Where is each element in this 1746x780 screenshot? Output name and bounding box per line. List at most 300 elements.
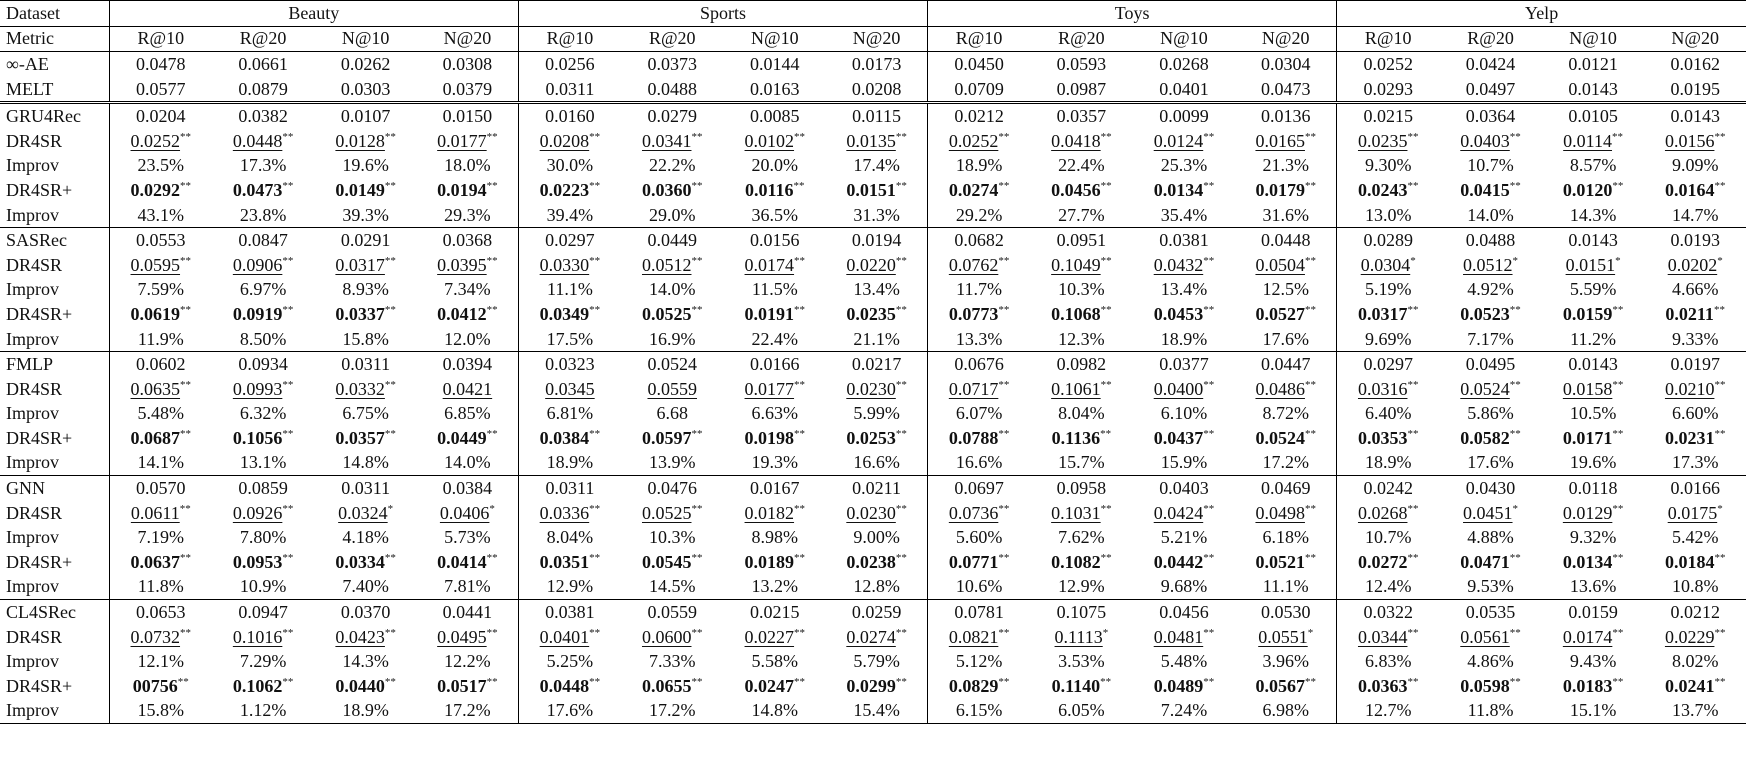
cell-value: 0.0253	[846, 427, 896, 448]
cell-value: 1.12%	[239, 700, 287, 721]
table-row	[0, 402, 1746, 427]
cell-value: 0.0600	[641, 626, 692, 647]
table-cell	[1337, 203, 1440, 228]
table-cell	[621, 228, 724, 253]
significance-mark: **	[486, 130, 498, 143]
cell-value: 0.1049	[1051, 254, 1101, 275]
metric-header: N@10	[1542, 26, 1645, 52]
table-cell	[109, 525, 212, 550]
cell-value: 0.0488	[1465, 230, 1516, 251]
table-cell	[1030, 178, 1133, 203]
table-cell	[928, 327, 1031, 352]
cell-value: 6.81%	[546, 403, 594, 424]
cell-value: 0.0495	[1465, 354, 1516, 375]
table-row	[0, 52, 1746, 77]
significance-mark: **	[1304, 675, 1316, 688]
cell-value: 17.5%	[546, 328, 594, 349]
significance-mark: **	[1714, 675, 1726, 688]
cell-value: 0.0859	[238, 478, 288, 499]
metric-header: R@10	[928, 26, 1031, 52]
table-cell	[928, 77, 1031, 103]
significance-mark: **	[1612, 626, 1624, 639]
table-cell	[1030, 302, 1133, 327]
cell-value: 10.9%	[239, 576, 287, 597]
cell-value: 0.0595	[130, 254, 181, 275]
table-cell	[928, 52, 1031, 77]
cell-value: 0.0311	[341, 354, 391, 375]
significance-mark: **	[179, 502, 191, 515]
table-cell	[1644, 228, 1746, 253]
table-cell	[621, 625, 724, 650]
metric-header: N@10	[724, 26, 827, 52]
cell-value: 0.0635	[130, 378, 181, 399]
cell-value: 0.0322	[1363, 602, 1413, 623]
cell-value: 0.0136	[1260, 106, 1311, 127]
table-cell	[518, 402, 621, 427]
cell-value: 0.0401	[1159, 78, 1209, 99]
table-cell	[212, 402, 315, 427]
metric-header: R@20	[1439, 26, 1542, 52]
cell-value: 0.0481	[1153, 626, 1204, 647]
table-cell	[826, 103, 927, 129]
cell-value: 0.0323	[545, 354, 595, 375]
table-cell	[1542, 154, 1645, 179]
cell-value: 13.4%	[853, 279, 900, 300]
table-cell	[724, 451, 827, 476]
table-cell	[1644, 402, 1746, 427]
cell-value: 0.0447	[1260, 354, 1311, 375]
table-cell	[212, 278, 315, 303]
significance-mark: **	[998, 551, 1010, 564]
table-cell	[1439, 699, 1542, 724]
dataset-header-beauty: Beauty	[109, 1, 518, 27]
cell-value: 8.04%	[546, 527, 594, 548]
significance-mark: **	[589, 427, 601, 440]
table-cell	[1542, 178, 1645, 203]
cell-value: 0.1056	[232, 427, 283, 448]
table-cell	[417, 302, 518, 327]
table-cell	[1439, 525, 1542, 550]
table-cell	[1030, 352, 1133, 377]
cell-value: 14.8%	[751, 700, 799, 721]
cell-value: 5.48%	[1160, 651, 1208, 672]
row-label: DR4SR+	[6, 303, 73, 324]
table-row	[0, 178, 1746, 203]
significance-mark: **	[486, 254, 498, 267]
cell-value: 0.0926	[232, 502, 283, 523]
table-cell	[1337, 129, 1440, 154]
table-cell	[928, 600, 1031, 625]
table-row	[0, 154, 1746, 179]
table-row	[0, 501, 1746, 526]
table-cell	[1030, 129, 1133, 154]
table-cell	[1439, 674, 1542, 699]
cell-value: 0.0401	[539, 626, 590, 647]
row-label: Improv	[0, 699, 109, 724]
table-row	[0, 77, 1746, 103]
table-cell	[1337, 228, 1440, 253]
table-cell	[928, 699, 1031, 724]
table-cell	[1133, 699, 1236, 724]
table-cell	[109, 178, 212, 203]
table-cell	[1439, 302, 1542, 327]
table-cell	[1235, 426, 1336, 451]
significance-mark: **	[1407, 179, 1419, 192]
cell-value: 9.33%	[1671, 328, 1719, 349]
table-cell	[1644, 699, 1746, 724]
table-cell	[928, 129, 1031, 154]
significance-mark: **	[691, 303, 703, 316]
table-cell	[1235, 550, 1336, 575]
row-label: Improv	[6, 155, 59, 176]
table-cell	[1542, 103, 1645, 129]
significance-mark: **	[1509, 427, 1521, 440]
cell-value: 6.18%	[1262, 527, 1309, 548]
table-cell	[826, 178, 927, 203]
row-label: DR4SR	[6, 130, 63, 151]
table-cell	[1337, 575, 1440, 600]
significance-mark: **	[1407, 675, 1419, 688]
significance-mark: **	[282, 179, 294, 192]
cell-value: 0.0469	[1260, 478, 1311, 499]
cell-value: 7.80%	[239, 527, 287, 548]
table-cell	[1439, 600, 1542, 625]
cell-value: 0.0279	[647, 106, 697, 127]
table-cell	[109, 476, 212, 501]
significance-mark: **	[1509, 626, 1521, 639]
significance-mark: **	[691, 427, 703, 440]
table-cell	[621, 600, 724, 625]
cell-value: 7.24%	[1160, 700, 1208, 721]
cell-value: 9.32%	[1569, 527, 1617, 548]
table-cell	[1133, 203, 1236, 228]
cell-value: 3.53%	[1058, 651, 1105, 672]
table-cell	[826, 674, 927, 699]
table-cell	[826, 649, 927, 674]
cell-value: 0.0982	[1056, 354, 1107, 375]
cell-value: 17.4%	[853, 155, 900, 176]
table-cell	[1030, 278, 1133, 303]
row-label: DR4SR	[6, 378, 63, 399]
table-cell	[621, 129, 724, 154]
table-cell	[417, 525, 518, 550]
table-cell	[1644, 377, 1746, 402]
significance-mark: **	[486, 675, 498, 688]
cell-value: 5.42%	[1671, 527, 1719, 548]
significance-mark: **	[1304, 378, 1316, 391]
table-cell	[1337, 327, 1440, 352]
table-cell	[724, 575, 827, 600]
cell-value: 0.0424	[1153, 502, 1204, 523]
cell-value: 0.0788	[948, 427, 999, 448]
cell-value: 0.0174	[744, 254, 795, 275]
table-cell	[417, 103, 518, 129]
table-cell	[212, 674, 315, 699]
table-cell	[724, 77, 827, 103]
table-cell	[1337, 501, 1440, 526]
cell-value: 8.98%	[751, 527, 799, 548]
table-cell	[724, 674, 827, 699]
table-cell	[1235, 52, 1336, 77]
significance-mark: **	[1509, 675, 1521, 688]
cell-value: 0.0373	[647, 53, 697, 74]
significance-mark: **	[998, 179, 1010, 192]
table-cell	[1235, 451, 1336, 476]
table-cell	[1030, 402, 1133, 427]
cell-value: 0.0709	[954, 78, 1004, 99]
table-cell	[1337, 253, 1440, 278]
cell-value: 0.0235	[1357, 130, 1408, 151]
table-cell	[212, 352, 315, 377]
cell-value: 0.0687	[130, 427, 181, 448]
significance-mark: **	[1100, 675, 1112, 688]
table-cell	[1337, 451, 1440, 476]
significance-mark: **	[486, 179, 498, 192]
cell-value: 0.0341	[641, 130, 692, 151]
table-cell	[928, 426, 1031, 451]
cell-value: 17.2%	[648, 700, 696, 721]
table-cell	[1644, 302, 1746, 327]
significance-mark: **	[180, 179, 192, 192]
table-cell	[724, 327, 827, 352]
cell-value: 20.0%	[751, 155, 799, 176]
table-cell	[212, 476, 315, 501]
table-cell	[1030, 550, 1133, 575]
table-cell	[1439, 402, 1542, 427]
cell-value: 12.8%	[853, 576, 900, 597]
table-cell	[1644, 674, 1746, 699]
table-cell	[1542, 699, 1645, 724]
cell-value: 0.0177	[437, 130, 487, 151]
metric-header: N@20	[1644, 26, 1746, 52]
table-row	[0, 203, 1746, 228]
table-cell	[1439, 178, 1542, 203]
table-cell	[109, 327, 212, 352]
cell-value: 0.0497	[1465, 78, 1516, 99]
table-cell	[417, 77, 518, 103]
cell-value: 0.0252	[1363, 53, 1413, 74]
significance-mark: **	[1714, 427, 1726, 440]
table-cell	[1337, 550, 1440, 575]
row-label: DR4SR	[6, 254, 63, 275]
significance-mark: **	[1304, 551, 1316, 564]
significance-mark: **	[384, 675, 396, 688]
table-cell	[212, 52, 315, 77]
significance-mark: **	[1100, 303, 1112, 316]
table-cell	[724, 625, 827, 650]
cell-value: 0.0215	[750, 602, 800, 623]
table-cell	[518, 77, 621, 103]
cell-value: 11.8%	[1467, 700, 1514, 721]
table-cell	[724, 203, 827, 228]
table-cell	[417, 253, 518, 278]
table-cell	[109, 154, 212, 179]
table-row	[0, 550, 1746, 575]
table-cell	[1133, 129, 1236, 154]
table-cell	[212, 302, 315, 327]
cell-value: 0.0124	[1153, 130, 1204, 151]
table-cell	[928, 352, 1031, 377]
cell-value: 0.0456	[1051, 179, 1101, 200]
cell-value: 7.33%	[648, 651, 696, 672]
table-cell	[621, 501, 724, 526]
cell-value: 0.0655	[641, 675, 692, 696]
row-label: DR4SR	[6, 502, 63, 523]
cell-value: 30.0%	[546, 155, 594, 176]
cell-value: 0.0085	[750, 106, 800, 127]
significance-mark: **	[691, 130, 703, 143]
table-cell	[1030, 501, 1133, 526]
table-cell	[928, 550, 1031, 575]
significance-mark: **	[486, 303, 498, 316]
table-cell	[1542, 377, 1645, 402]
cell-value: 0.0395	[437, 254, 487, 275]
cell-value: 39.4%	[546, 204, 594, 225]
cell-value: 18.9%	[1364, 452, 1412, 473]
row-label: Improv	[6, 576, 59, 597]
significance-mark: **	[895, 303, 907, 316]
row-label: SASRec	[0, 228, 109, 253]
table-cell	[212, 178, 315, 203]
cell-value: 0.0311	[545, 478, 595, 499]
table-cell	[826, 253, 927, 278]
significance-mark: **	[794, 626, 806, 639]
cell-value: 6.15%	[955, 700, 1003, 721]
table-cell	[1030, 525, 1133, 550]
cell-value: 0.0223	[539, 179, 590, 200]
table-cell	[621, 649, 724, 674]
cell-value: 22.2%	[648, 155, 696, 176]
table-cell	[1644, 525, 1746, 550]
table-cell	[417, 451, 518, 476]
table-cell	[826, 203, 927, 228]
cell-value: 0.0553	[136, 230, 186, 251]
cell-value: 0.0150	[442, 106, 493, 127]
cell-value: 0.0304	[1260, 53, 1311, 74]
table-cell	[417, 600, 518, 625]
significance-mark: **	[794, 427, 806, 440]
table-cell	[1030, 103, 1133, 129]
table-cell	[826, 402, 927, 427]
cell-value: 13.6%	[1569, 576, 1617, 597]
significance-mark: **	[1304, 254, 1316, 267]
cell-value: 16.9%	[648, 328, 696, 349]
significance-mark: **	[1714, 626, 1726, 639]
cell-value: 14.1%	[137, 452, 185, 473]
table-cell	[518, 203, 621, 228]
cell-value: 6.63%	[751, 403, 799, 424]
metric-header: R@20	[1030, 26, 1133, 52]
table-cell	[928, 649, 1031, 674]
table-cell	[1542, 228, 1645, 253]
row-label: FMLP	[0, 352, 109, 377]
row-label: Improv	[6, 452, 59, 473]
cell-value: 0.0256	[545, 53, 595, 74]
dataset-header-sports: Sports	[518, 1, 927, 27]
table-row	[0, 649, 1746, 674]
table-cell	[518, 228, 621, 253]
cell-value: 0.0449	[437, 427, 487, 448]
cell-value: 11.2%	[1570, 328, 1616, 349]
significance-mark: **	[794, 130, 806, 143]
significance-mark: **	[1509, 179, 1521, 192]
cell-value: 0.0442	[1153, 551, 1204, 572]
table-cell	[1337, 302, 1440, 327]
table-row	[0, 352, 1746, 377]
corner-label: Dataset	[0, 1, 109, 27]
cell-value: 5.86%	[1467, 403, 1514, 424]
cell-value: 7.81%	[444, 576, 491, 597]
table-cell	[1439, 501, 1542, 526]
cell-value: 0.0193	[1670, 230, 1720, 251]
significance-mark: **	[486, 551, 498, 564]
table-cell	[1235, 327, 1336, 352]
cell-value: 12.9%	[546, 576, 594, 597]
significance-mark: *	[1717, 254, 1723, 267]
cell-value: 0.0512	[641, 254, 692, 275]
significance-mark: **	[589, 502, 601, 515]
cell-value: 0.0406	[439, 502, 490, 523]
table-cell	[212, 699, 315, 724]
cell-value: 0.0370	[340, 602, 391, 623]
significance-mark: **	[1612, 130, 1624, 143]
table-cell	[212, 103, 315, 129]
table-cell	[1133, 178, 1236, 203]
table-cell	[417, 476, 518, 501]
cell-value: 15.8%	[137, 700, 185, 721]
significance-mark: **	[998, 130, 1010, 143]
cell-value: 0.0241	[1664, 675, 1715, 696]
table-cell	[314, 352, 417, 377]
cell-value: 0.1136	[1051, 427, 1101, 448]
table-cell	[1133, 402, 1236, 427]
cell-value: 0.0102	[744, 130, 795, 151]
table-cell	[1235, 178, 1336, 203]
cell-value: 00756	[132, 675, 178, 696]
cell-value: 0.0165	[1255, 130, 1305, 151]
row-label: Improv	[6, 328, 59, 349]
significance-mark: **	[1714, 130, 1726, 143]
table-cell	[417, 674, 518, 699]
cell-value: 36.5%	[751, 204, 799, 225]
cell-value: 13.7%	[1671, 700, 1719, 721]
cell-value: 0.0524	[1460, 378, 1510, 399]
table-cell	[1030, 253, 1133, 278]
table-cell	[109, 203, 212, 228]
table-cell	[1133, 154, 1236, 179]
cell-value: 0.0661	[238, 53, 288, 74]
cell-value: 0.0451	[1463, 502, 1513, 523]
significance-mark: **	[282, 502, 294, 515]
cell-value: 5.60%	[955, 527, 1003, 548]
cell-value: 19.6%	[1569, 452, 1617, 473]
cell-value: 18.9%	[1160, 328, 1208, 349]
table-row	[0, 228, 1746, 253]
table-cell	[724, 103, 827, 129]
significance-mark: **	[1509, 551, 1521, 564]
table-cell	[1644, 600, 1746, 625]
cell-value: 18.9%	[955, 155, 1003, 176]
cell-value: 14.8%	[342, 452, 389, 473]
cell-value: 0.0268	[1357, 502, 1408, 523]
table-cell	[724, 154, 827, 179]
table-cell	[518, 327, 621, 352]
significance-mark: **	[1714, 378, 1726, 391]
table-cell	[1439, 352, 1542, 377]
cell-value: 0.0364	[1465, 106, 1516, 127]
cell-value: 0.0363	[1357, 675, 1408, 696]
table-cell	[1439, 77, 1542, 103]
